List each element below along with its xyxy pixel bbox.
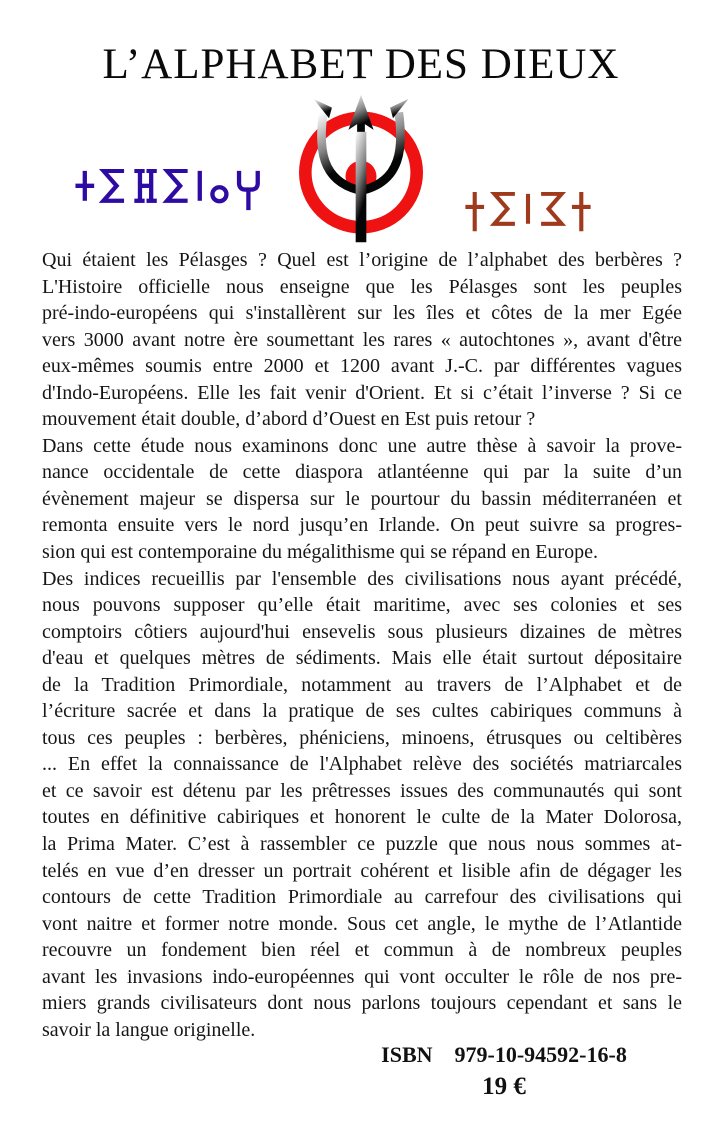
body-line: L'Histoire officielle nous enseigne que les Pélasges sont les peuples — [42, 275, 682, 298]
body-line: nous pouvons supposer qu’elle était maritime, avec ses colonies et ses — [42, 594, 682, 617]
body-line: Dans cette étude nous examinons donc une autre thèse à savoir la prove- — [42, 434, 682, 457]
body-line: évènement majeur se dispersa sur le pourtour du bassin méditerranéen et — [42, 487, 682, 510]
body-line: recouvre un fondement bien réel et commun à de nombreux peuples — [42, 939, 682, 962]
body-line: toutes en définitive cabiriques et honorent le culte de la Mater Dolorosa, — [42, 806, 682, 829]
left-berber-inscription — [74, 169, 262, 212]
isbn-number: 979-10-94592-16-8 — [454, 1042, 627, 1067]
isbn-line — [330, 1042, 678, 1068]
body-line: ... En effet la connaissance de l'Alphabet relève des sociétés matriarcales — [42, 753, 682, 776]
body-line: l’écriture sacrée et dans la pratique de ses cultes cabiriques communs à — [42, 700, 682, 723]
body-line: Des indices recueillis par l'ensemble des civilisations nous ayant précédé, — [42, 567, 682, 590]
isbn-label: ISBN — [381, 1042, 433, 1067]
body-line: eux-mêmes soumis entre 2000 et 1200 avant J.-C. par différentes vagues — [42, 355, 682, 378]
body-line: telés en vue d’en dresser un portrait cohérent et lisible afin de dégager les — [42, 859, 682, 882]
body-line: vont naitre et former notre monde. Sous cet angle, le mythe de l’Atlantide — [42, 912, 682, 935]
body-line: nance occidentale de cette diaspora atlantéenne qui par la suite d’un — [42, 461, 682, 484]
body-line: savoir la langue originelle. — [42, 1018, 256, 1041]
footer — [330, 1042, 678, 1101]
body-line: mouvement était double, d’abord d’Ouest en Est puis retour ? — [42, 408, 536, 431]
body-line: d'eau et quelques mètres de sédiments. Mais elle était surtout dépositaire — [42, 647, 682, 670]
body-text — [42, 247, 682, 1043]
body-line: d'Indo-Européens. Elle les fait venir d'Orient. Et si c’était l’inverse ? Si ce — [42, 381, 682, 404]
body-line: remonta ensuite vers le nord jusqu’en Irlande. On peut suivre sa progres- — [42, 514, 682, 537]
body-line: comptoirs côtiers aujourd'hui ensevelis sous plusieurs dizaines de mètres — [42, 620, 682, 643]
body-line: Qui étaient les Pélasges ? Quel est l’origine de l’alphabet des berbères ? — [42, 249, 682, 271]
right-berber-inscription — [464, 192, 592, 235]
page-title: L’ALPHABET DES DIEUX — [102, 41, 620, 88]
price: 19 € — [482, 1073, 526, 1100]
body-line: contours de cette Tradition Primordiale au carrefour des civilisations qui — [42, 886, 682, 909]
body-line: avant les invasions indo-européennes qui vont occulter le rôle de nos pre- — [42, 965, 682, 988]
body-line: pré-indo-européens qui s'installèrent sur les îles et côtes de la mer Egée — [42, 302, 682, 325]
body-line: vers 3000 avant notre ère soumettant les rares « autochtones », avant d'être — [42, 328, 682, 351]
body-line: miers grands civilisateurs dont nous parlons toujours cependant et sans le — [42, 992, 682, 1015]
body-line: de la Tradition Primordiale, notamment au travers de l’Alphabet et de — [42, 673, 682, 696]
body-line: la Prima Mater. C’est à rassembler ce puzzle que nous nous sommes at- — [42, 833, 682, 856]
trident-logo — [286, 95, 436, 250]
body-line: et ce savoir est détenu par les prêtresses issues des communautés qui sont — [42, 779, 682, 802]
body-line: tous ces peuples : berbères, phéniciens, minoens, étrusques ou celtibères — [42, 726, 682, 749]
body-line: sion qui est contemporaine du mégalithisme qui se répand en Europe. — [42, 541, 598, 564]
